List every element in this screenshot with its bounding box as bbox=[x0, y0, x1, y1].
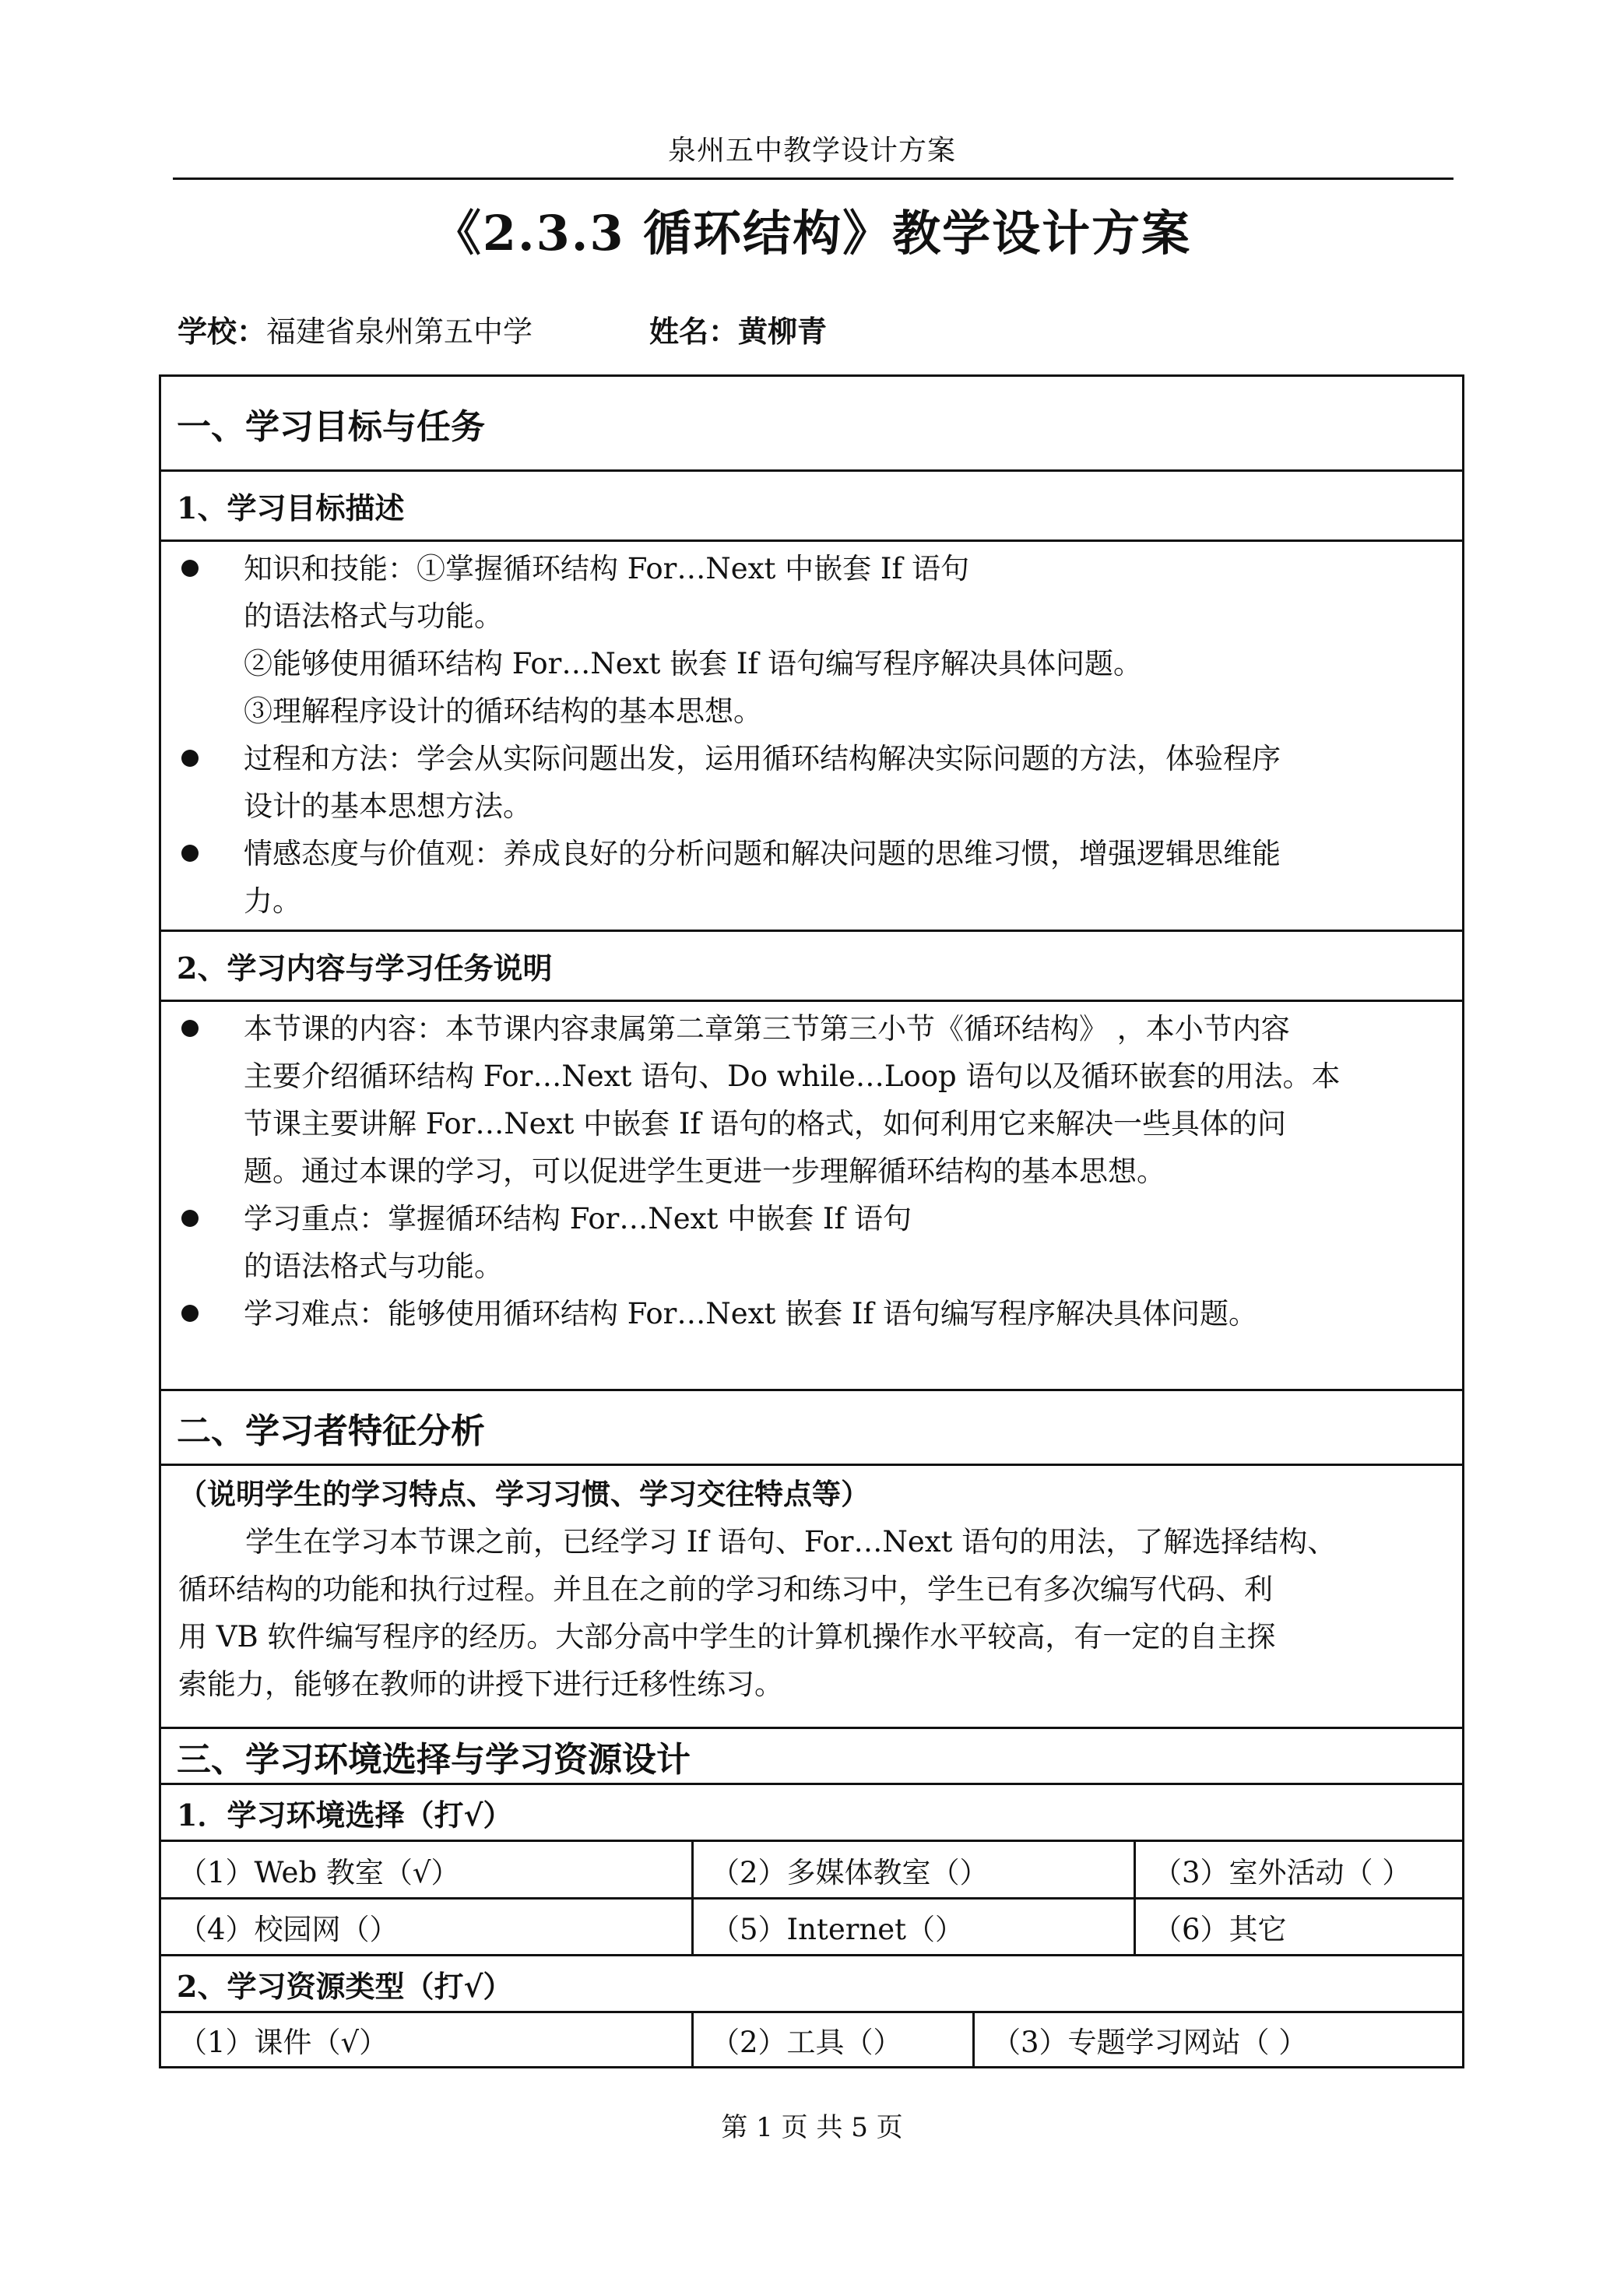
section3-sub1-heading bbox=[159, 1783, 1464, 1840]
bullet-icon bbox=[181, 750, 199, 767]
learner-analysis-note: （说明学生的学习特点、学习习惯、学习交往特点等） bbox=[178, 1477, 870, 1511]
bullet-icon bbox=[181, 1210, 199, 1227]
learning-objectives-list bbox=[159, 539, 1464, 930]
list-item bbox=[161, 1195, 1462, 1290]
environment-row-2 bbox=[159, 1897, 1464, 1954]
list-item bbox=[161, 1290, 1462, 1337]
option-label: （5）Internet（） bbox=[711, 1913, 965, 1946]
section3-heading bbox=[159, 1727, 1464, 1783]
page-number: 第 1 页 共 5 页 bbox=[721, 2112, 903, 2143]
list-line: 情感态度与价值观：养成良好的分析问题和解决问题的思维习惯，增强逻辑思维能 bbox=[244, 837, 1281, 870]
section2-heading-text: 二、学习者特征分析 bbox=[177, 1411, 485, 1451]
option-label: （4）校园网（） bbox=[178, 1913, 399, 1946]
section1-heading bbox=[159, 374, 1464, 469]
school-value: 福建省泉州第五中学 bbox=[266, 315, 533, 349]
section1-sub2-heading bbox=[159, 930, 1464, 1000]
list-item bbox=[161, 830, 1462, 925]
paragraph-line: 循环结构的功能和执行过程。并且在之前的学习和练习中，学生已有多次编写代码、利 bbox=[178, 1573, 1273, 1606]
option-label: （2）工具（） bbox=[711, 2026, 902, 2059]
list-line: 力。 bbox=[244, 884, 301, 918]
running-header: 泉州五中教学设计方案 bbox=[667, 135, 956, 167]
environment-option bbox=[694, 1900, 1136, 1954]
environment-option bbox=[1136, 1842, 1462, 1897]
list-line: 题。通过本课的学习，可以促进学生更进一步理解循环结构的基本思想。 bbox=[244, 1155, 1165, 1188]
bullet-icon bbox=[181, 1305, 199, 1322]
option-label: （1）Web 教室（√） bbox=[178, 1855, 460, 1889]
learning-content-list bbox=[159, 1000, 1464, 1389]
bullet-icon bbox=[181, 1020, 199, 1037]
option-label: （3）室外活动（ ） bbox=[1153, 1855, 1411, 1889]
section1-sub2-heading-text: 2、学习内容与学习任务说明 bbox=[177, 951, 553, 986]
option-label: （3）专题学习网站（ ） bbox=[992, 2026, 1308, 2059]
option-label: （2）多媒体教室（） bbox=[711, 1855, 989, 1889]
section2-heading bbox=[159, 1389, 1464, 1464]
section1-heading-text: 一、学习目标与任务 bbox=[177, 406, 485, 447]
section3-heading-text: 三、学习环境选择与学习资源设计 bbox=[177, 1739, 691, 1780]
list-line: 主要介绍循环结构 For…Next 语句、Do while…Loop 语句以及循环嵌套的用法。本 bbox=[244, 1060, 1341, 1093]
list-line: 设计的基本思想方法。 bbox=[244, 789, 532, 823]
list-line: 知识和技能：①掌握循环结构 For…Next 中嵌套 If 语句 bbox=[244, 552, 969, 585]
paragraph-line: 用 VB 软件编写程序的经历。大部分高中学生的计算机操作水平较高，有一定的自主探 bbox=[178, 1620, 1276, 1654]
document-title: 《2.3.3 循环结构》教学设计方案 bbox=[432, 205, 1192, 262]
list-item bbox=[161, 735, 1462, 830]
list-line: 的语法格式与功能。 bbox=[244, 1249, 503, 1283]
paragraph-line: 索能力，能够在教师的讲授下进行迁移性练习。 bbox=[178, 1668, 783, 1701]
bullet-icon bbox=[181, 560, 199, 577]
learner-analysis bbox=[159, 1464, 1464, 1727]
environment-option bbox=[1136, 1900, 1462, 1954]
list-line: 过程和方法：学会从实际问题出发，运用循环结构解决实际问题的方法，体验程序 bbox=[244, 742, 1281, 775]
list-item bbox=[161, 545, 1462, 735]
author-line bbox=[178, 308, 827, 350]
list-line: 节课主要讲解 For…Next 中嵌套 If 语句的格式，如何利用它来解决一些具体的问 bbox=[244, 1107, 1286, 1140]
option-label: （1）课件（√） bbox=[178, 2026, 388, 2059]
section3-sub2-heading-text: 2、学习资源类型（打√） bbox=[177, 1968, 513, 2004]
resource-row-1 bbox=[159, 2011, 1464, 2068]
resource-option bbox=[161, 2013, 694, 2066]
list-line: 的语法格式与功能。 bbox=[244, 599, 503, 633]
section1-sub1-heading bbox=[159, 469, 1464, 539]
paragraph-line: 学生在学习本节课之前，已经学习 If 语句、For…Next 语句的用法，了解选择结构、 bbox=[245, 1525, 1337, 1559]
bullet-icon bbox=[181, 845, 199, 862]
name-value: 黄柳青 bbox=[738, 314, 828, 349]
section1-sub1-heading-text: 1、学习目标描述 bbox=[177, 490, 405, 525]
list-line: ③理解程序设计的循环结构的基本思想。 bbox=[244, 694, 762, 728]
list-item bbox=[161, 1005, 1462, 1195]
section3-sub1-heading-text: 1．学习环境选择（打√） bbox=[177, 1797, 513, 1833]
list-line: 学习重点：掌握循环结构 For…Next 中嵌套 If 语句 bbox=[244, 1202, 912, 1235]
environment-option bbox=[161, 1842, 694, 1897]
environment-option bbox=[161, 1900, 694, 1954]
option-label: （6）其它 bbox=[1153, 1913, 1287, 1946]
school-label: 学校： bbox=[178, 314, 267, 349]
list-line: 学习难点：能够使用循环结构 For…Next 嵌套 If 语句编写程序解决具体问题。 bbox=[244, 1297, 1257, 1330]
section3-sub2-heading bbox=[159, 1954, 1464, 2011]
environment-row-1 bbox=[159, 1840, 1464, 1897]
resource-option bbox=[975, 2013, 1462, 2066]
list-line: 本节课的内容：本节课内容隶属第二章第三节第三小节《循环结构》 ，本小节内容 bbox=[244, 1012, 1290, 1046]
environment-option bbox=[694, 1842, 1136, 1897]
name-label: 姓名： bbox=[649, 314, 739, 349]
header-rule bbox=[173, 177, 1454, 180]
list-line: ②能够使用循环结构 For…Next 嵌套 If 语句编写程序解决具体问题。 bbox=[244, 647, 1142, 680]
resource-option bbox=[694, 2013, 975, 2066]
